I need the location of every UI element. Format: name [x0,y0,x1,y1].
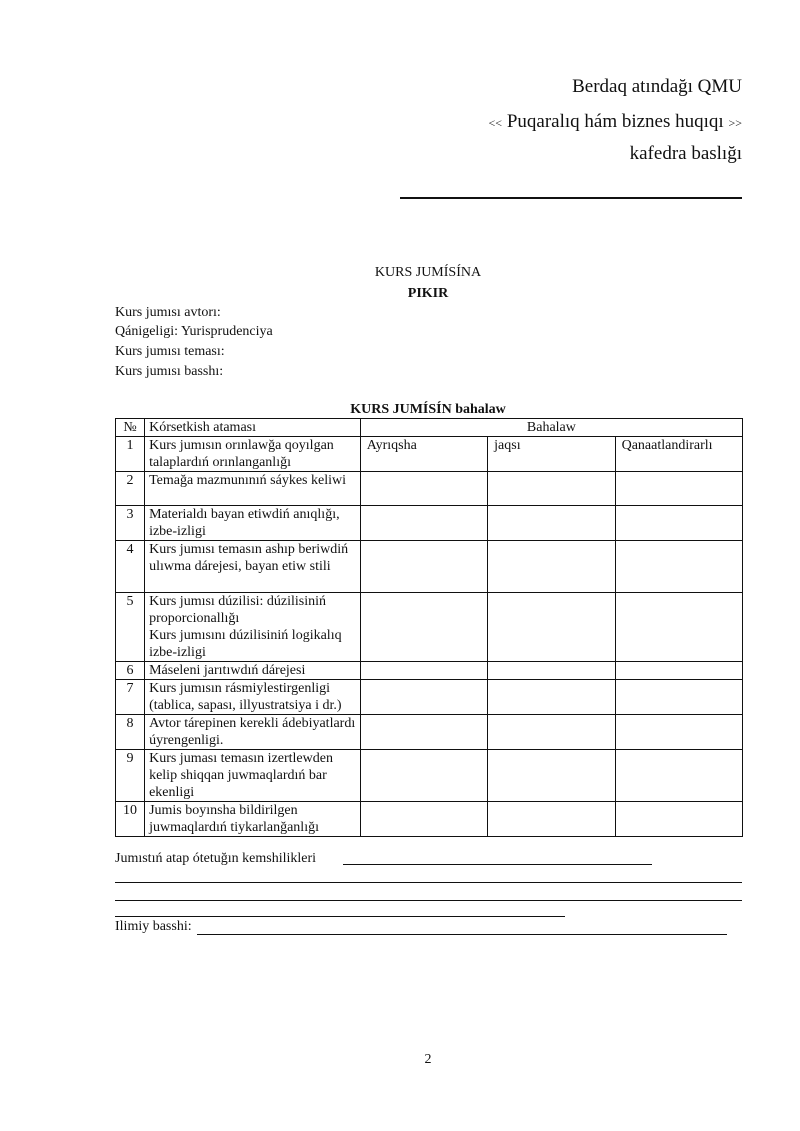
shortcomings-label: Jumıstıń atap ótetuğın kemshilikleri [115,851,317,866]
grade-cell [360,541,487,593]
table-row [116,541,743,593]
table-row [116,593,743,662]
row-indicator: Kurs jumısın orınlawğa qoyılgan talaplardıń orınlanganlığı [145,437,361,472]
grade-cell [360,662,487,680]
header-indicator: Kórsetkish ataması [145,419,361,437]
grade-cell [488,680,615,715]
row-indicator: Materialdı bayan etiwdiń anıqlığı, izbe-izligi [145,506,361,541]
author-field: Kurs jumısı avtorı: [115,305,221,320]
row-number: 7 [116,680,145,715]
grade-cell [615,593,742,662]
open-quote: << [488,116,503,130]
grade-cell [615,715,742,750]
row-indicator: Jumis boyınsha bildirilgen juwmaqlardıń tiykarlanğanlığı [145,802,361,837]
table-row [116,506,743,541]
grade-cell [360,472,487,506]
row-indicator-part2: Kurs jumısını dúzilisiniń logikalıq izbe-izligi [149,628,342,660]
grade-excellent: Ayrıqsha [360,437,487,472]
table-row [116,802,743,837]
topic-field: Kurs jumısı teması: [115,344,225,359]
table-title: KURS JUMÍSÍN bahalaw [350,402,506,417]
grade-cell [360,750,487,802]
grade-cell [615,802,742,837]
grade-cell [615,750,742,802]
grade-cell [488,472,615,506]
row-indicator: Temağa mazmunınıń sáykes keliwi [145,472,361,506]
row-number: 6 [116,662,145,680]
grade-cell [488,715,615,750]
row-number: 5 [116,593,145,662]
specialty-field: Qánigeligi: Yurisprudenciya [115,324,273,339]
grade-cell [615,662,742,680]
doc-subtitle: PIKIR [407,286,449,301]
grade-cell [360,506,487,541]
grade-cell [488,506,615,541]
row-indicator-part1: Kurs jumısı dúzilisi: dúzilisiniń proporcionallığı [149,594,327,626]
writing-line [115,882,742,883]
grade-cell [615,472,742,506]
scientific-supervisor-label: Ilimiy basshi: [115,919,192,934]
row-number: 2 [116,472,145,506]
header-number: № [116,419,145,437]
grade-cell [488,662,615,680]
close-quote: >> [728,116,742,130]
grade-satisfactory: Qanaatlandirarlı [615,437,742,472]
row-indicator: Máseleni jarıtıwdıń dárejesi [145,662,361,680]
row-number: 10 [116,802,145,837]
writing-line [115,900,742,901]
row-number: 9 [116,750,145,802]
evaluation-table [115,418,743,837]
department-title: Puqaralıq hám biznes huqıqı [506,111,724,132]
supervisor-field: Kurs jumısı basshı: [115,364,224,379]
table-row [116,472,743,506]
row-number: 4 [116,541,145,593]
grade-cell [360,593,487,662]
grade-cell [615,680,742,715]
grade-cell [488,802,615,837]
university-name: Berdaq atındağı QMU [572,76,742,97]
row-indicator: Avtor tárepinen kerekli ádebiyatlardı úyrengenligi. [145,715,361,750]
page-number: 2 [424,1052,432,1067]
scientific-supervisor-line [197,934,727,935]
table-row [116,750,743,802]
grade-cell [488,593,615,662]
table-row [116,680,743,715]
grade-cell [615,541,742,593]
row-indicator [145,593,361,662]
table-header-row [116,419,743,437]
row-indicator: Kurs juması temasın izertlewden kelip shiqqan juwmaqlardıń bar ekenligi [145,750,361,802]
row-number: 3 [116,506,145,541]
row-number: 8 [116,715,145,750]
grade-cell [360,715,487,750]
grade-cell [360,680,487,715]
table-row [116,715,743,750]
table-row [116,662,743,680]
doc-title: KURS JUMÍSÍNA [374,265,482,280]
table-row [116,437,743,472]
grade-cell [488,541,615,593]
header-evaluation: Bahalaw [360,419,742,437]
department-name [489,111,742,133]
shortcomings-line [343,864,652,865]
grade-cell [615,506,742,541]
grade-cell [488,750,615,802]
row-indicator: Kurs jumısın rásmiylestirgenligi (tablica, sapası, illyustratsiya i dr.) [145,680,361,715]
signature-line [400,197,742,199]
row-number: 1 [116,437,145,472]
grade-good: jaqsı [488,437,615,472]
row-indicator: Kurs jumısı temasın ashıp beriwdiń ulıwma dárejesi, bayan etiw stili [145,541,361,593]
writing-line [115,916,565,917]
head-position: kafedra baslığı [629,143,742,164]
grade-cell [360,802,487,837]
